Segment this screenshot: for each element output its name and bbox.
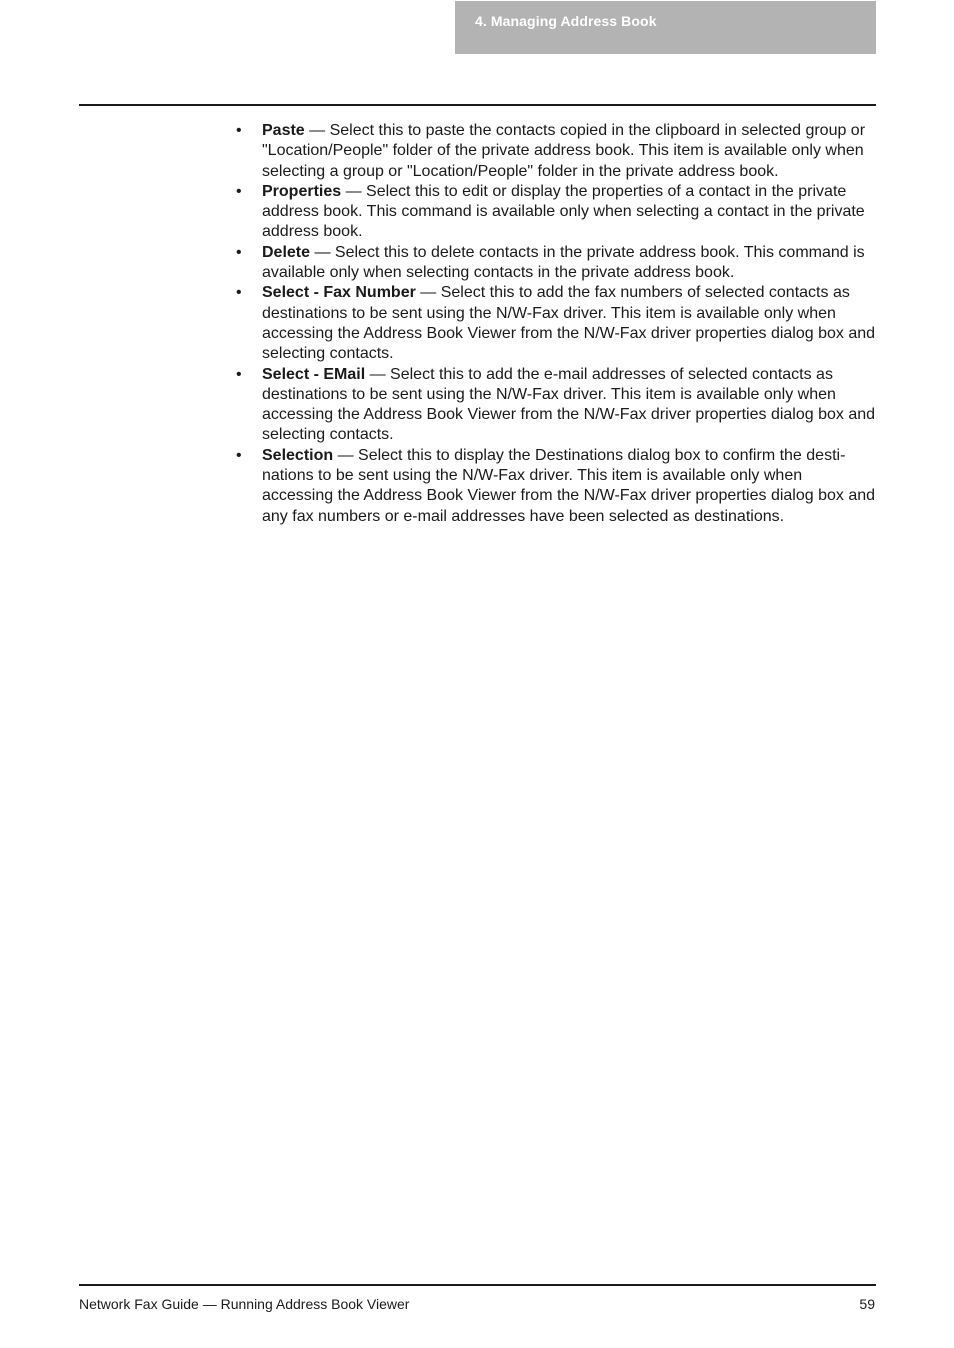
item-description: — Select this to edit or display the properties of a contact in the private address book. This command is available only when selecting a contact in the private address book.: [262, 182, 865, 241]
item-description: — Select this to paste the contacts copied in the clipboard in selected group or "Location/People" folder of the private address book. This item is available only when selecting a group or "Location/People" folder in the private address book.: [262, 122, 866, 180]
bullet: •: [236, 284, 242, 302]
list-item-paste: [236, 121, 876, 182]
bullet: •: [236, 122, 242, 139]
header-divider: [79, 104, 876, 106]
command-list: [236, 121, 876, 527]
list-item-delete: [236, 243, 876, 284]
item-term: Delete: [262, 243, 311, 261]
item-description: — Select this to add the fax numbers of selected contacts as destinations to be sent using the N/W-Fax driver. This item is available only when accessing the Address Book Viewer from the N/W-Fax driver properties dialog box and selecting contacts.: [262, 284, 876, 363]
item-term: Paste: [262, 122, 305, 139]
item-term: Select - EMail: [262, 365, 366, 383]
bullet: •: [236, 365, 242, 383]
list-item-select-email: [236, 365, 876, 446]
bullet: •: [236, 243, 242, 261]
footer-divider: [79, 1284, 876, 1286]
main-content: [236, 121, 876, 527]
item-description: — Select this to delete contacts in the private address book. This command is available only when selecting contacts in the private address book.: [262, 243, 865, 282]
page-number: 59: [859, 1296, 875, 1312]
chapter-tab: [455, 1, 876, 54]
item-term: Selection: [262, 446, 334, 464]
bullet: •: [236, 182, 242, 200]
chapter-title: 4. Managing Address Book: [475, 13, 657, 29]
footer-title: Network Fax Guide — Running Address Book Viewer: [79, 1296, 410, 1312]
list-item-selection: [236, 446, 876, 527]
item-description: — Select this to display the Destinations dialog box to confirm the destinations to be sent using the N/W-Fax driver. This item is available only when accessing the Address Book Viewer from the N/W-Fax driver properties dialog box and any fax numbers or e-mail addresses have been selected as destinations.: [262, 446, 876, 525]
list-item-properties: [236, 182, 876, 243]
item-term: Select - Fax Number: [262, 284, 416, 302]
list-item-select-fax-number: [236, 283, 876, 364]
item-description: — Select this to add the e-mail addresses of selected contacts as destinations to be sent using the N/W-Fax driver. This item is available only when accessing the Address Book Viewer from the N/W-Fax driver properties dialog box and selecting contacts.: [262, 365, 876, 444]
item-term: Properties: [262, 182, 342, 200]
bullet: •: [236, 446, 242, 464]
